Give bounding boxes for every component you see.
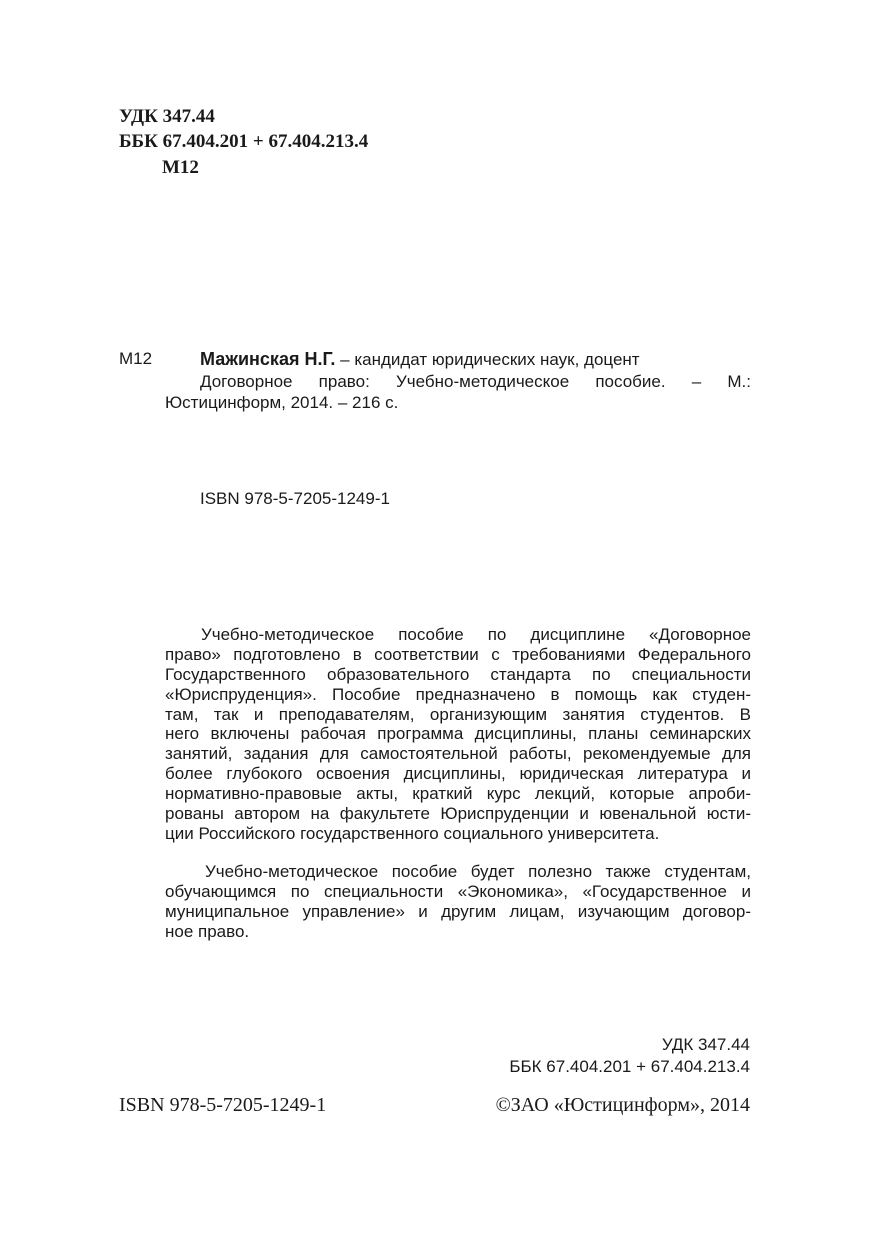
abstract-line: него включены рабочая программа дисциплины, планы семинарских: [165, 724, 751, 744]
abstract-line: обучающимся по специальности «Экономика», «Государственное и: [165, 881, 751, 901]
abstract-line: рованы автором на факультете Юриспруденции и ювенальной юсти-: [165, 804, 751, 824]
record-title-line: Договорное право: Учебно-методическое пособие. – М.:: [200, 372, 751, 391]
bbk-header: ББК 67.404.201 + 67.404.213.4: [119, 131, 369, 152]
bbk-footer: ББК 67.404.201 + 67.404.213.4: [509, 1057, 750, 1076]
abstract-line: Государственного образовательного стандарта по специальности: [165, 664, 751, 684]
udk-header: УДК 347.44: [119, 106, 215, 127]
record-author: Мажинская Н.Г.: [200, 349, 336, 369]
abstract-line: там, так и преподавателям, организующим занятия студентов. В: [165, 704, 751, 724]
udk-footer: УДК 347.44: [661, 1035, 750, 1054]
abstract-line: более глубокого освоения дисциплины, юридическая литература и: [165, 764, 751, 784]
record-author-suffix: – кандидат юридических наук, доцент: [335, 350, 640, 369]
record-author-mark: М12: [119, 349, 153, 368]
abstract-paragraph-1: [165, 625, 751, 844]
abstract-line: Учебно-методическое пособие будет полезно также студентам,: [205, 862, 751, 881]
author-mark-header: М12: [162, 157, 199, 178]
record-author-line: [200, 349, 640, 370]
abstract-line: муниципальное управление» и другим лицам, изучающим договор-: [165, 901, 751, 921]
abstract-line: право» подготовлено в соответствии с требованиями Федерального: [165, 644, 751, 664]
abstract-line: ции Российского государственного социального университета.: [165, 823, 660, 843]
record-isbn: ISBN 978-5-7205-1249-1: [200, 489, 390, 508]
abstract-line: «Юриспруденция». Пособие предназначено в помощь как студен-: [165, 684, 751, 704]
abstract-line: занятий, задания для самостоятельной работы, рекомендуемые для: [165, 744, 751, 764]
abstract-paragraph-2: [165, 862, 751, 942]
copyright: ©ЗАО «Юстицинформ», 2014: [495, 1094, 750, 1116]
isbn-footer: ISBN 978-5-7205-1249-1: [119, 1094, 327, 1116]
abstract-line: ное право.: [165, 921, 250, 941]
abstract-line: нормативно-правовые акты, краткий курс лекций, которые апроби-: [165, 784, 751, 804]
record-publisher-line: Юстицинформ, 2014. – 216 с.: [165, 393, 399, 412]
abstract-line: Учебно-методическое пособие по дисциплине «Договорное: [201, 625, 751, 644]
